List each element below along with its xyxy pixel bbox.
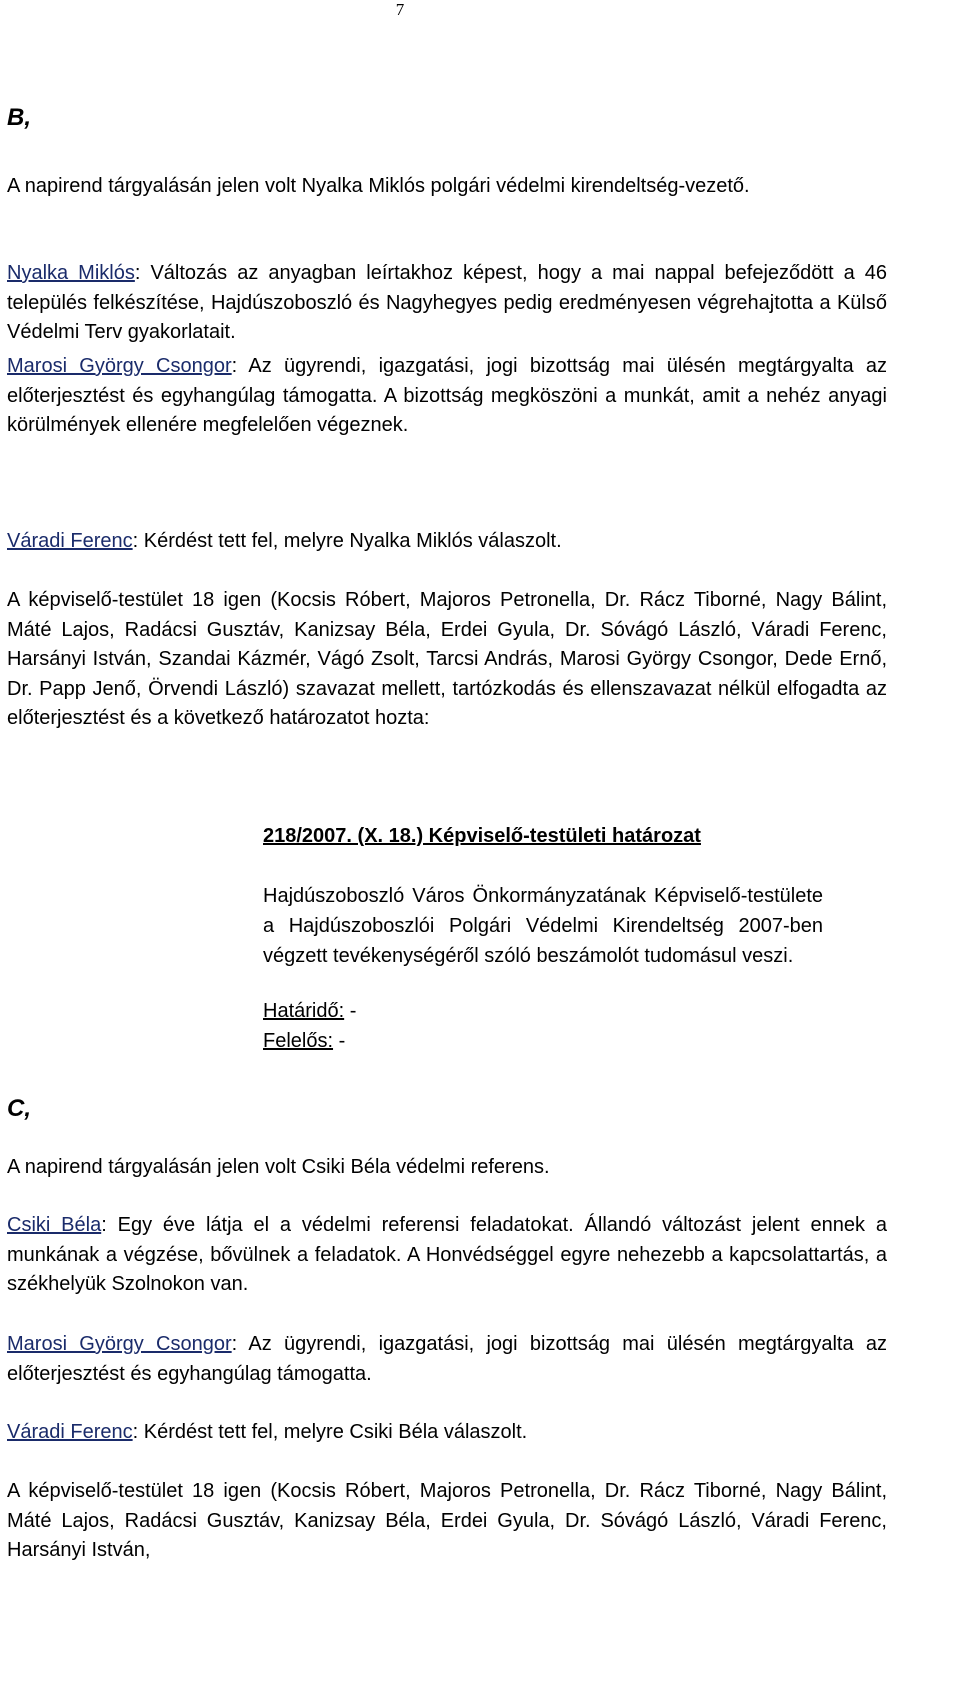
statement-text: : Kérdést tett fel, melyre Csiki Béla válaszolt. xyxy=(132,1421,528,1443)
statement-varadi xyxy=(7,527,887,557)
speaker-name: Csiki Béla xyxy=(7,1214,102,1236)
speaker-name: Marosi György Csongor xyxy=(7,355,232,377)
statement-csiki xyxy=(7,1211,887,1300)
section-c-intro: A napirend tárgyalásán jelen volt Csiki Béla védelmi referens. xyxy=(7,1156,550,1178)
responsible-value: - xyxy=(333,1030,346,1052)
page-number: 7 xyxy=(395,0,405,19)
statement-marosi xyxy=(7,352,887,441)
resolution-body xyxy=(263,881,823,971)
speaker-name: Marosi György Csongor xyxy=(7,1333,232,1355)
statement-marosi-c xyxy=(7,1330,887,1389)
statement-nyalka xyxy=(7,259,887,348)
statement-text: : Egy éve látja el a védelmi referensi feladatokat. Állandó változást jelent ennek a munkának a végzése, bővülnek a feladatok. A Honvédséggel egyre nehezebb a kapcsolattartás, a székhelyük Szolnokon van. xyxy=(7,1214,887,1295)
speaker-name: Váradi Ferenc xyxy=(7,1421,133,1443)
speaker-name: Váradi Ferenc xyxy=(7,530,133,552)
section-letter-b: B, xyxy=(7,104,31,131)
resolution-body-rest: a Hajdúszoboszlói Polgári Védelmi Kirendeltség 2007-ben végzett tevékenységéről szóló beszámolót tudomásul veszi. xyxy=(263,915,823,967)
section-letter-c: C, xyxy=(7,1095,31,1122)
deadline-label: Határidő: xyxy=(263,1000,345,1022)
deadline xyxy=(263,1000,356,1023)
statement-text: : Kérdést tett fel, melyre Nyalka Miklós válaszolt. xyxy=(132,530,562,552)
statement-text: : Az ügyrendi, igazgatási, jogi bizottság mai ülésén megtárgyalta az előterjesztést és egyhangúlag támogatta. xyxy=(7,1333,888,1385)
responsible-label: Felelős: xyxy=(263,1030,334,1052)
vote-paragraph-c: A képviselő-testület 18 igen (Kocsis Róbert, Majoros Petronella, Dr. Rácz Tiborné, Nagy Bálint, Máté Lajos, Radácsi Gusztáv, Kanizsay Béla, Erdei Gyula, Dr. Sóvágó László, Váradi Ferenc, Harsányi István, xyxy=(7,1480,887,1561)
statement-text: : Az ügyrendi, igazgatási, jogi bizottság mai ülésén megtárgyalta az előterjesztést és egyhangúlag támogatta. A bizottság megköszöni a munkát, amit a nehéz anyagi körülmények ellenére megfelelően végeznek. xyxy=(7,355,888,436)
statement-text: : Változás az anyagban leírtakhoz képest, hogy a mai nappal befejeződött a 46 település felkészítése, Hajdúszoboszló és Nagyhegyes pedig eredményesen végrehajtotta a Külső Védelmi Terv gyakorlatait. xyxy=(7,262,888,343)
responsible xyxy=(263,1030,345,1053)
vote-paragraph-b: A képviselő-testület 18 igen (Kocsis Róbert, Majoros Petronella, Dr. Rácz Tiborné, Nagy Bálint, Máté Lajos, Radácsi Gusztáv, Kanizsay Béla, Erdei Gyula, Dr. Sóvágó László, Váradi Ferenc, Harsányi István, Szandai Kázmér, Vágó Zsolt, Tarcsi András, Marosi György Csongor, Dede Ernő, Dr. Papp Jenő, Örvendi László) szavazat mellett, tartózkodás és ellenszavazat nélkül elfogadta az előterjesztést és a következő határozatot hozta: xyxy=(7,589,887,729)
speaker-name: Nyalka Miklós xyxy=(7,262,135,284)
resolution-title: 218/2007. (X. 18.) Képviselő-testületi határozat xyxy=(263,825,701,847)
section-b-intro: A napirend tárgyalásán jelen volt Nyalka Miklós polgári védelmi kirendeltség-vezető. xyxy=(7,175,750,197)
statement-varadi-c xyxy=(7,1418,887,1448)
deadline-value: - xyxy=(344,1000,357,1022)
resolution-body-first: Hajdúszoboszló Város Önkormányzatának Képviselő-testülete xyxy=(263,885,823,907)
